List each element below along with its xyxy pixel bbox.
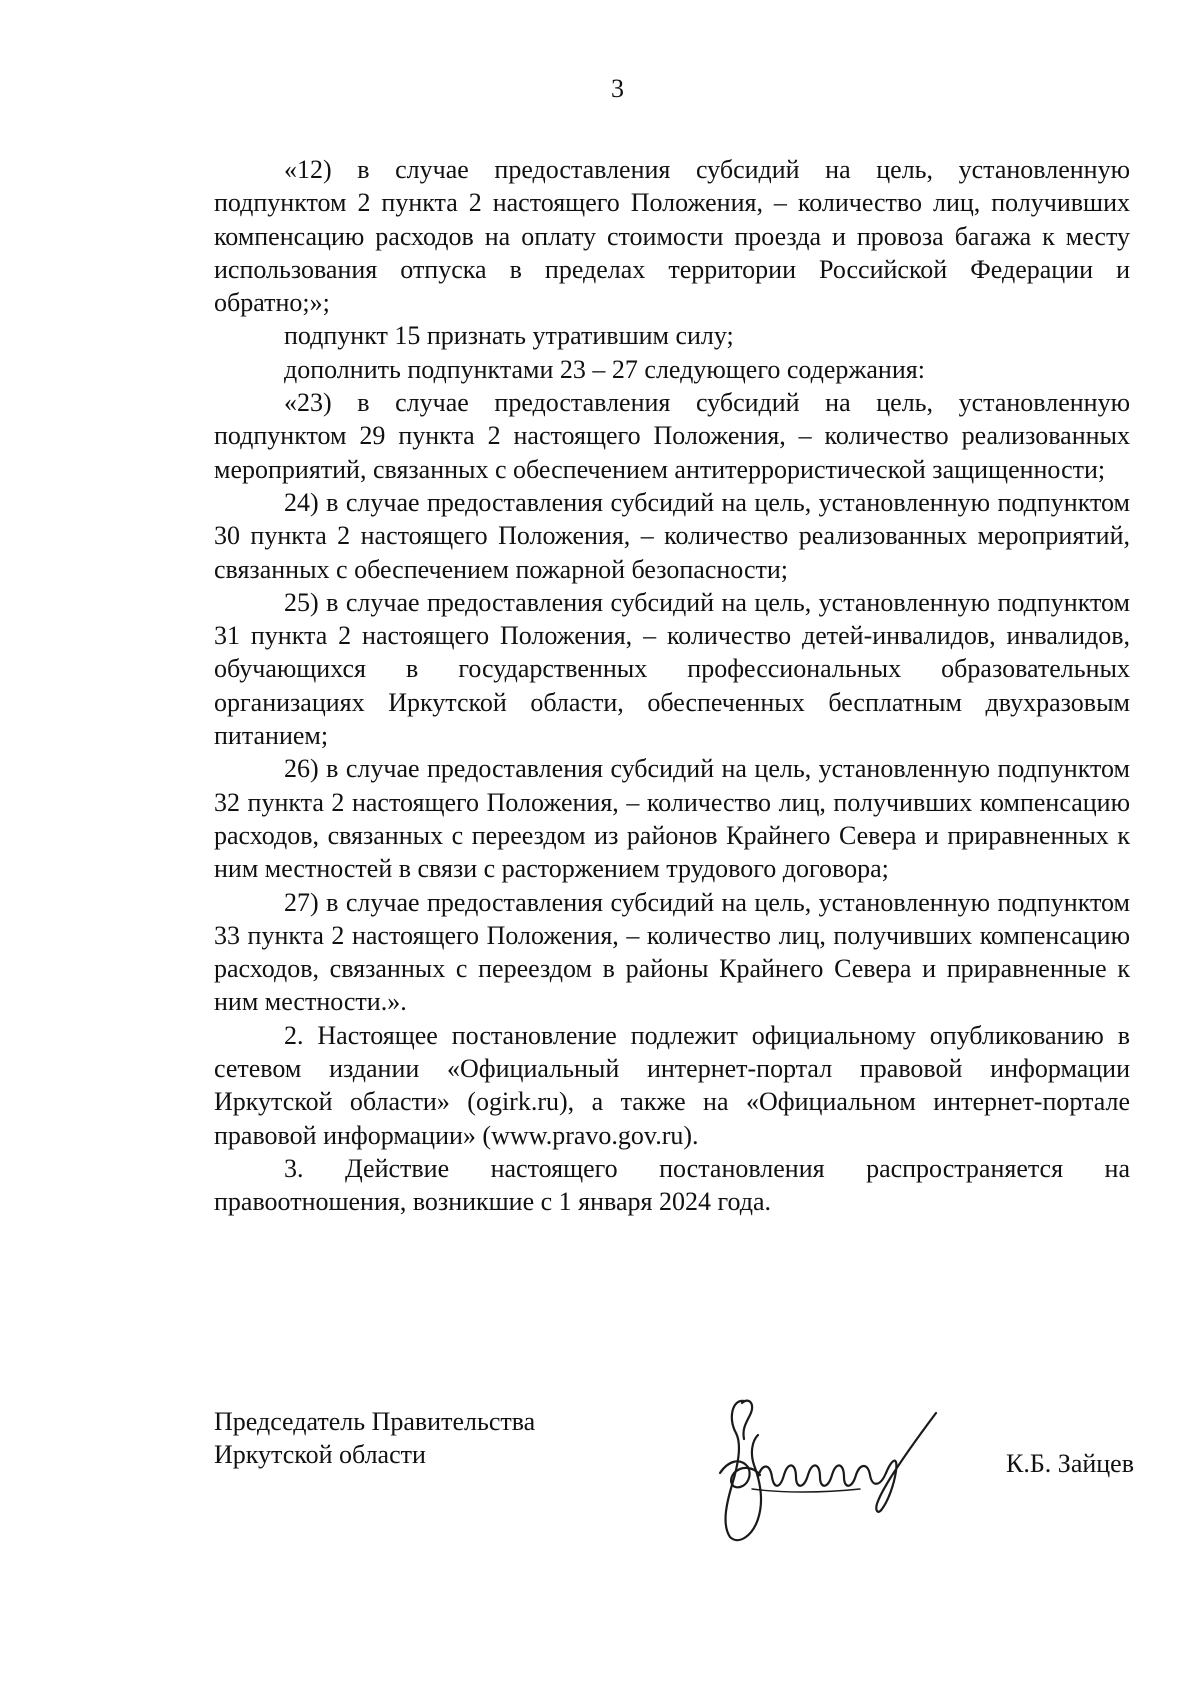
paragraph-item-25: 25) в случае предоставления субсидий на цель, установленную подпунктом 31 пункта 2 настоящего Положения, – количество детей-инвалидов, инвалидов, обучающихся в государственных профессиональных образовательных организациях Иркутской области, обеспеченных бесплатным двухразовым питанием; [214, 587, 1130, 751]
paragraph-item-23: «23) в случае предоставления субсидий на цель, установленную подпунктом 29 пункта 2 настоящего Положения, – количество реализованных мероприятий, связанных с обеспечением антитеррористической защищенности; [214, 388, 1130, 484]
paragraph-publication: 2. Настоящее постановление подлежит официальному опубликованию в сетевом издании «Официальный интернет-портал правовой информации Иркутской области» (ogirk.ru), а также на «Официальном интернет-портале правовой информации» (www.pravo.gov.ru). [214, 1020, 1130, 1150]
paragraph-item-12: «12) в случае предоставления субсидий на цель, установленную подпунктом 2 пункта 2 настоящего Положения, – количество лиц, получивших компенсацию расходов на оплату стоимости проезда и провоза багажа к месту использования отпуска в пределах территории Российской Федерации и обратно;»; [214, 155, 1130, 318]
paragraph-item-26: 26) в случае предоставления субсидий на цель, установленную подпунктом 32 пункта 2 настоящего Положения, – количество лиц, получивших компенсацию расходов, связанных с переездом из районов Крайнего Севера и приравненных к ним местностей в связи с расторжением трудового договора; [214, 754, 1130, 884]
page-number: 3 [611, 74, 624, 103]
handwritten-signature [692, 1389, 952, 1549]
paragraph-add-items: дополнить подпунктами 23 – 27 следующего содержания: [284, 354, 925, 384]
signer-title [214, 1405, 535, 1471]
signer-title-line2: Иркутской области [214, 1440, 426, 1469]
signer-name: К.Б. Зайцев [1006, 1449, 1134, 1478]
signature-block [214, 1405, 1134, 1575]
paragraph-effective-date: 3. Действие настоящего постановления распространяется на правоотношения, возникшие с 1 января 2024 года. [214, 1153, 1130, 1217]
paragraph-item-24: 24) в случае предоставления субсидий на цель, установленную подпунктом 30 пункта 2 настоящего Положения, – количество реализованных мероприятий, связанных с обеспечением пожарной безопасности; [214, 487, 1130, 584]
document-body [214, 153, 1130, 1219]
paragraph-item-27: 27) в случае предоставления субсидий на цель, установленную подпунктом 33 пункта 2 настоящего Положения, – количество лиц, получивших компенсацию расходов, связанных с переездом в районы Крайнего Севера и приравненные к ним местности.». [214, 887, 1130, 1017]
paragraph-repeal-15: подпункт 15 признать утратившим силу; [284, 321, 734, 351]
signer-title-line1: Председатель Правительства [214, 1407, 536, 1436]
